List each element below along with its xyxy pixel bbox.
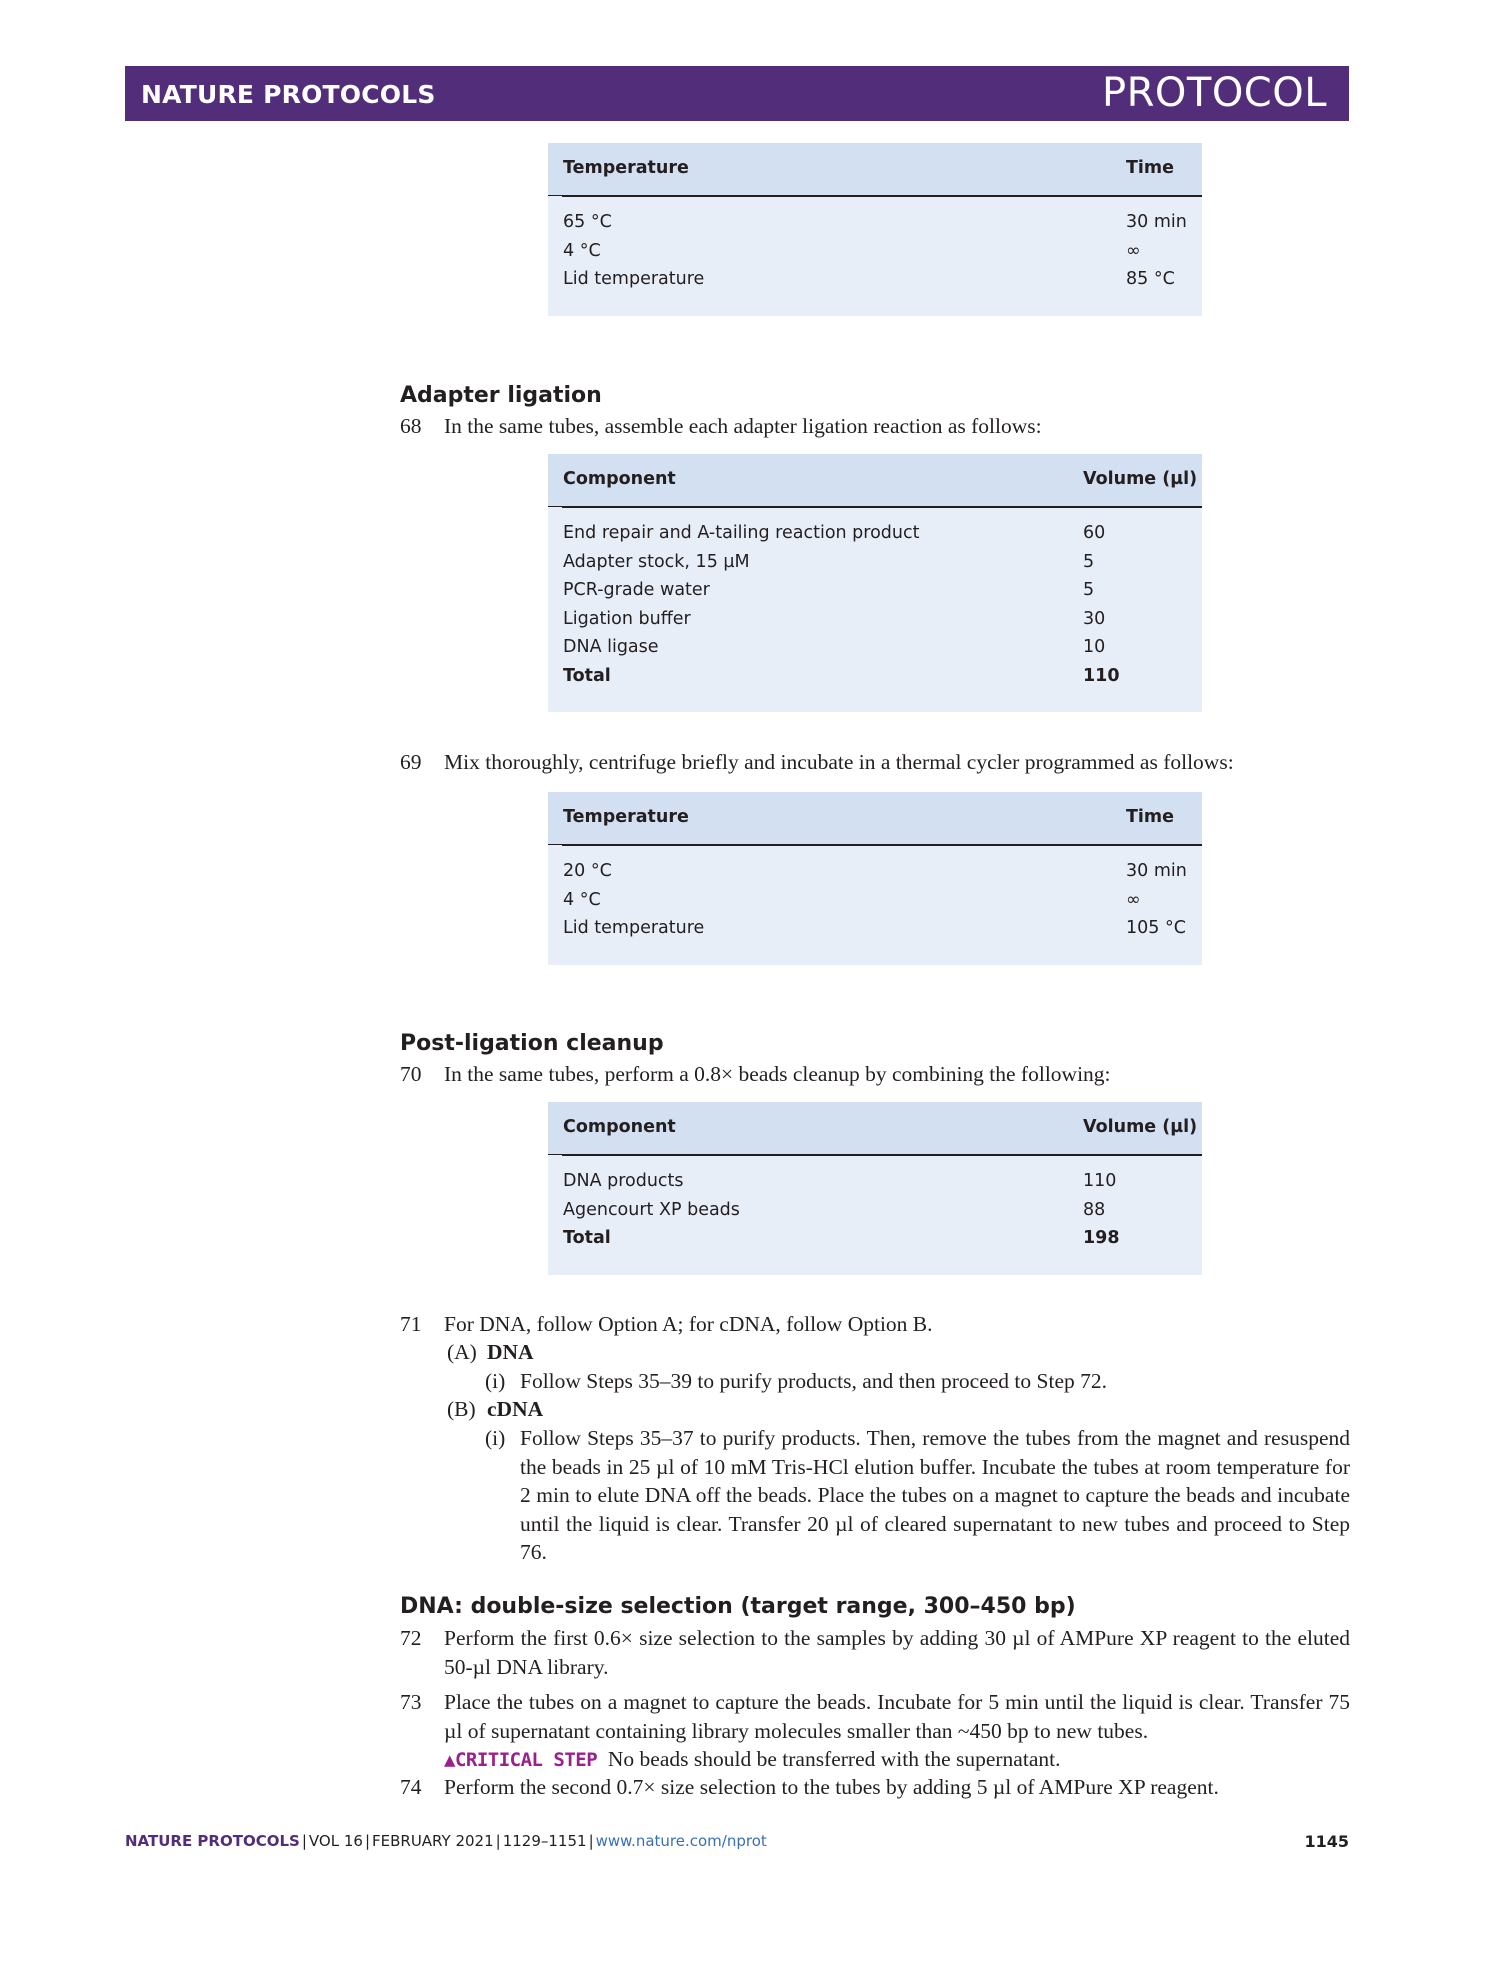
table-row: Ligation buffer 30 — [563, 608, 1106, 629]
option-b-title: cDNA — [487, 1397, 544, 1421]
journal-title: NATURE PROTOCOLS — [141, 80, 436, 109]
step-70: 70 In the same tubes, perform a 0.8× beads cleanup by combining the following: — [400, 1062, 1111, 1086]
table-row: DNA products 110 — [563, 1171, 1117, 1191]
column-header: Component — [563, 469, 676, 489]
critical-step-label: ▲CRITICAL STEP — [444, 1749, 598, 1771]
table-row: Agencourt XP beads 88 — [563, 1199, 1106, 1220]
table-row-total: Total 198 — [563, 1228, 1120, 1248]
table-header — [548, 792, 1202, 845]
option-b-i-label: (i) — [485, 1426, 506, 1450]
footer-url[interactable]: www.nature.com/nprot — [595, 1832, 767, 1850]
table-incubation-2 — [548, 792, 1202, 965]
footer: NATURE PROTOCOLS | VOL 16 | FEBRUARY 2021 | 1129–1151 | www.nature.com/nprot — [125, 1832, 767, 1850]
section-heading: DNA: double-size selection (target range, 300–450 bp) — [400, 1594, 1076, 1619]
step-71: 71 For DNA, follow Option A; for cDNA, follow Option B. — [400, 1312, 933, 1336]
section-heading: Adapter ligation — [400, 383, 602, 408]
header-bar — [125, 66, 1349, 121]
table-row: DNA ligase 10 — [563, 637, 1106, 657]
footer-date: FEBRUARY 2021 — [372, 1832, 494, 1850]
option-b-i-text: Follow Steps 35–37 to purify products. Then, remove the tubes from the magnet and resuspend the beads in 25 µl of 10 mM Tris-HCl elution buffer. Incubate the tubes at room temperature for 2 min to elute DNA off the beads. Place the tubes on a magnet to capture the beads and incubate until the liquid is clear. Transfer 20 µl of cleared supernatant to new tubes and proceed to Step 76. — [520, 1426, 1350, 1564]
table-row: Adapter stock, 15 µM 5 — [563, 551, 1095, 572]
step-73: 73 Place the tubes on a magnet to capture the beads. Incubate for 5 min until the liquid is clear. Transfer 75 µl of supernatant containing library molecules smaller than ~450 bp to new tubes. ▲CRITICAL STEP No beads should be transferred with the supernatant. — [400, 1690, 1350, 1771]
table-header — [548, 143, 1202, 196]
step-72: 72 Perform the first 0.6× size selection to the samples by adding 30 µl of AMPure XP reagent to the eluted 50-µl DNA library. — [400, 1626, 1350, 1679]
table-header — [548, 454, 1202, 507]
table-incubation-1 — [548, 143, 1202, 316]
column-header: Volume (µl) — [1083, 469, 1198, 489]
footer-pages: 1129–1151 — [502, 1832, 587, 1850]
table-cleanup — [548, 1102, 1202, 1275]
table-row: 65 °C 30 min — [563, 212, 1187, 232]
critical-step-text: No beads should be transferred with the supernatant. — [607, 1747, 1061, 1771]
table-row: 20 °C 30 min — [563, 861, 1187, 881]
column-header: Temperature — [563, 807, 689, 827]
option-b-label: (B) — [447, 1397, 476, 1421]
step-74: 74 Perform the second 0.7× size selection to the tubes by adding 5 µl of AMPure XP reagent. — [400, 1775, 1219, 1799]
table-row: 4 °C ∞ — [563, 889, 1141, 910]
table-row: Lid temperature 85 °C — [563, 269, 1175, 289]
table-row-total: Total 110 — [563, 665, 1120, 686]
column-header: Time — [1126, 807, 1175, 827]
table-row: 4 °C ∞ — [563, 240, 1141, 261]
step-69: 69 Mix thoroughly, centrifuge briefly and incubate in a thermal cycler programmed as follows: — [400, 750, 1234, 774]
article-type: PROTOCOL — [1101, 70, 1327, 116]
table-ligation — [548, 454, 1202, 712]
table-header — [548, 1102, 1202, 1155]
option-a-label: (A) — [447, 1340, 477, 1364]
step-68: 68 In the same tubes, assemble each adapter ligation reaction as follows: — [400, 414, 1042, 438]
option-a-i-label: (i) — [485, 1369, 506, 1393]
footer-journal: NATURE PROTOCOLS — [125, 1832, 300, 1850]
option-a-i-text: Follow Steps 35–39 to purify products, and then proceed to Step 72. — [520, 1369, 1107, 1393]
column-header: Component — [563, 1117, 676, 1137]
column-header: Temperature — [563, 158, 689, 178]
section-heading: Post-ligation cleanup — [400, 1031, 664, 1056]
footer-volume: VOL 16 — [308, 1832, 363, 1850]
column-header: Volume (µl) — [1083, 1117, 1198, 1137]
table-row: Lid temperature 105 °C — [563, 918, 1186, 938]
table-row: End repair and A-tailing reaction product 60 — [563, 523, 1106, 543]
option-a-title: DNA — [487, 1340, 534, 1364]
table-row: PCR-grade water 5 — [563, 580, 1095, 600]
page-number: 1145 — [1304, 1832, 1349, 1851]
column-header: Time — [1126, 158, 1175, 178]
